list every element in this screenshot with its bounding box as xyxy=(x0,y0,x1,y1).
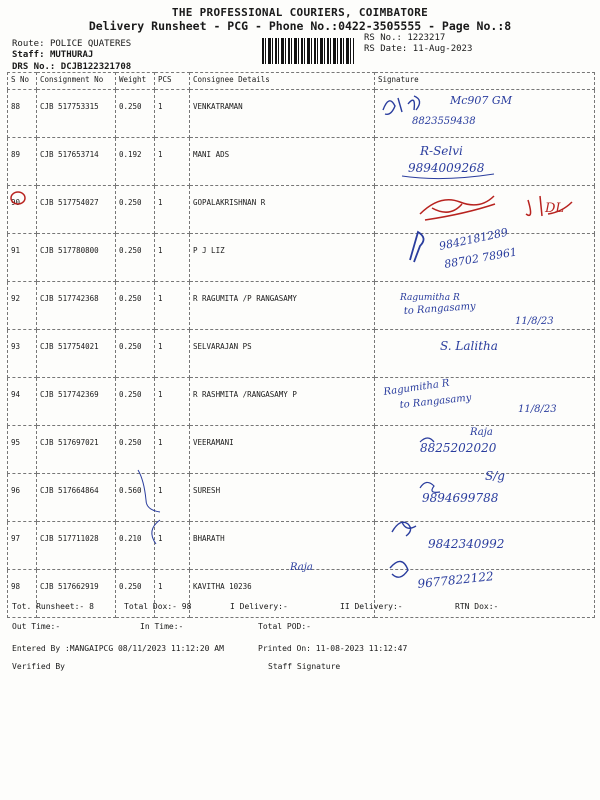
cell-pcs: 1 xyxy=(155,282,190,330)
cell-sno: 96 xyxy=(8,474,37,522)
handwriting-91-b: 88702 78961 xyxy=(443,245,518,271)
handwriting-92-a: Ragumitha R xyxy=(400,293,460,303)
handwriting-90: DL xyxy=(545,201,565,216)
cell-pcs: 1 xyxy=(155,330,190,378)
cell-consignee: GOPALAKRISHNAN R xyxy=(190,186,375,234)
handwriting-96-a: S/g xyxy=(485,469,505,483)
cell-consignee: MANI ADS xyxy=(190,138,375,186)
cell-weight: 0.250 xyxy=(116,282,155,330)
cell-pcs: 1 xyxy=(155,378,190,426)
cell-weight: 0.250 xyxy=(116,90,155,138)
signature-scribble-97 xyxy=(392,522,416,536)
cell-pcs: 1 xyxy=(155,90,190,138)
cell-weight: 0.560 xyxy=(116,474,155,522)
cell-sno: 89 xyxy=(8,138,37,186)
col-header-weight: Weight xyxy=(116,73,155,90)
cell-pcs: 1 xyxy=(155,522,190,570)
handwriting-92-b: to Rangasamy xyxy=(403,300,477,317)
handwriting-94-c: 11/8/23 xyxy=(518,404,557,415)
drs-value: DCJB122321708 xyxy=(60,62,132,72)
col-header-consignee: Consignee Details xyxy=(190,73,375,90)
cell-sno: 94 xyxy=(8,378,37,426)
cell-weight: 0.250 xyxy=(116,186,155,234)
total-pod: Total POD:- xyxy=(258,622,311,631)
handwriting-96-b: 9894699788 xyxy=(422,491,499,505)
cell-pcs: 1 xyxy=(155,138,190,186)
rs-no-value: 1223217 xyxy=(407,33,446,43)
red-circle-mark xyxy=(11,192,25,204)
handwriting-95-b: 8825202020 xyxy=(420,441,497,455)
cell-weight: 0.250 xyxy=(116,234,155,282)
cell-consignment: CJB 517697021 xyxy=(37,426,116,474)
cell-pcs: 1 xyxy=(155,186,190,234)
rtn-dox: RTN Dox:- xyxy=(455,602,499,611)
handwriting-89-b: 9894009268 xyxy=(408,161,485,175)
entered-by: Entered By :MANGAIPCG 08/11/2023 11:12:20 AM xyxy=(12,644,224,653)
signature-scribble-98 xyxy=(390,561,408,577)
handwriting-91-a: 9842181289 xyxy=(437,225,510,253)
handwriting-92-c: 11/8/23 xyxy=(515,316,554,327)
staff-value: MUTHURAJ xyxy=(49,50,94,60)
in-time: In Time:- xyxy=(140,622,184,631)
route-value: POLICE QUATERES xyxy=(49,39,132,49)
cell-consignment: CJB 517742368 xyxy=(37,282,116,330)
cell-consignment: CJB 517662919 xyxy=(37,570,116,618)
cell-consignee: SELVARAJAN PS xyxy=(190,330,375,378)
out-time: Out Time:- xyxy=(12,622,61,631)
ii-delivery: II Delivery:- xyxy=(340,602,403,611)
cell-sno: 90 xyxy=(8,186,37,234)
col-header-pcs: PCS xyxy=(155,73,190,90)
pen-stroke-96 xyxy=(138,470,160,512)
rs-date-value: 11-Aug-2023 xyxy=(412,44,473,54)
cell-consignment: CJB 517754021 xyxy=(37,330,116,378)
cell-consignee: VENKATRAMAN xyxy=(190,90,375,138)
cell-pcs: 1 xyxy=(155,474,190,522)
printed-on: Printed On: 11-08-2023 11:12:47 xyxy=(258,644,408,653)
cell-consignment: CJB 517653714 xyxy=(37,138,116,186)
cell-weight: 0.250 xyxy=(116,426,155,474)
rs-date-label: RS Date: xyxy=(364,44,408,54)
handwriting-94-b: to Rangasamy xyxy=(399,392,472,411)
col-header-consignment: Consignment No xyxy=(37,73,116,90)
cell-consignment: CJB 517753315 xyxy=(37,90,116,138)
cell-consignee: R RASHMITA /RANGASAMY P xyxy=(190,378,375,426)
cell-consignee: KAVITHA 10236 xyxy=(190,570,375,618)
drs-label: DRS No.: xyxy=(12,62,56,72)
i-delivery: I Delivery:- xyxy=(230,602,288,611)
verified-by: Verified By xyxy=(12,662,65,671)
cell-consignment: CJB 517754027 xyxy=(37,186,116,234)
col-header-signature: Signature xyxy=(375,73,595,90)
route-label: Route: xyxy=(12,39,45,49)
cell-sno: 88 xyxy=(8,90,37,138)
handwriting-98-b: 9677822122 xyxy=(416,569,495,591)
cell-pcs: 1 xyxy=(155,234,190,282)
cell-weight: 0.250 xyxy=(116,570,155,618)
tot-runsheet: Tot. Runsheet:- 8 xyxy=(12,602,94,611)
handwriting-94-a: Ragumitha R xyxy=(382,377,451,398)
cell-weight: 0.192 xyxy=(116,138,155,186)
signature-scribble-91 xyxy=(410,232,424,262)
cell-sno: 95 xyxy=(8,426,37,474)
handwriting-98-a: Raja xyxy=(290,562,313,573)
total-dox: Total Dox:- 98 xyxy=(124,602,192,611)
staff-signature: Staff Signature xyxy=(268,662,341,671)
cell-sno: 93 xyxy=(8,330,37,378)
cell-weight: 0.250 xyxy=(116,378,155,426)
cell-sno: 92 xyxy=(8,282,37,330)
company-title: THE PROFESSIONAL COURIERS, COIMBATORE xyxy=(171,6,429,19)
cell-consignment: CJB 517742369 xyxy=(37,378,116,426)
handwriting-89-a: R-Selvi xyxy=(420,144,463,158)
rs-no-label: RS No.: xyxy=(364,33,402,43)
handwriting-97: 9842340992 xyxy=(428,537,505,551)
cell-consignment: CJB 517780800 xyxy=(37,234,116,282)
cell-pcs: 1 xyxy=(155,426,190,474)
cell-consignee: R RAGUMITA /P RANGASAMY xyxy=(190,282,375,330)
cell-consignment: CJB 517711028 xyxy=(37,522,116,570)
signature-scribble-90 xyxy=(420,196,495,220)
cell-pcs: 1 xyxy=(155,570,190,618)
handwriting-88-a: Mc907 GM xyxy=(450,94,512,107)
cell-weight: 0.250 xyxy=(116,330,155,378)
cell-consignee: BHARATH xyxy=(190,522,375,570)
handwriting-95-a: Raja xyxy=(470,427,493,438)
cell-consignment: CJB 517664864 xyxy=(37,474,116,522)
runsheet-subtitle: Delivery Runsheet - PCG - Phone No.:0422-3505555 - Page No.:8 xyxy=(88,19,512,33)
handwriting-93: S. Lalitha xyxy=(440,339,498,353)
col-header-sno: S No xyxy=(8,73,37,90)
cell-sno: 98 xyxy=(8,570,37,618)
cell-weight: 0.210 xyxy=(116,522,155,570)
cell-consignee: SURESH xyxy=(190,474,375,522)
signature-scribble-88 xyxy=(383,96,420,114)
staff-label: Staff: xyxy=(12,50,45,60)
cell-consignee: VEERAMANI xyxy=(190,426,375,474)
cell-sno: 91 xyxy=(8,234,37,282)
cell-consignee: P J LIZ xyxy=(190,234,375,282)
handwriting-88-b: 8823559438 xyxy=(412,116,476,127)
pen-stroke-97 xyxy=(152,520,160,544)
cell-sno: 97 xyxy=(8,522,37,570)
